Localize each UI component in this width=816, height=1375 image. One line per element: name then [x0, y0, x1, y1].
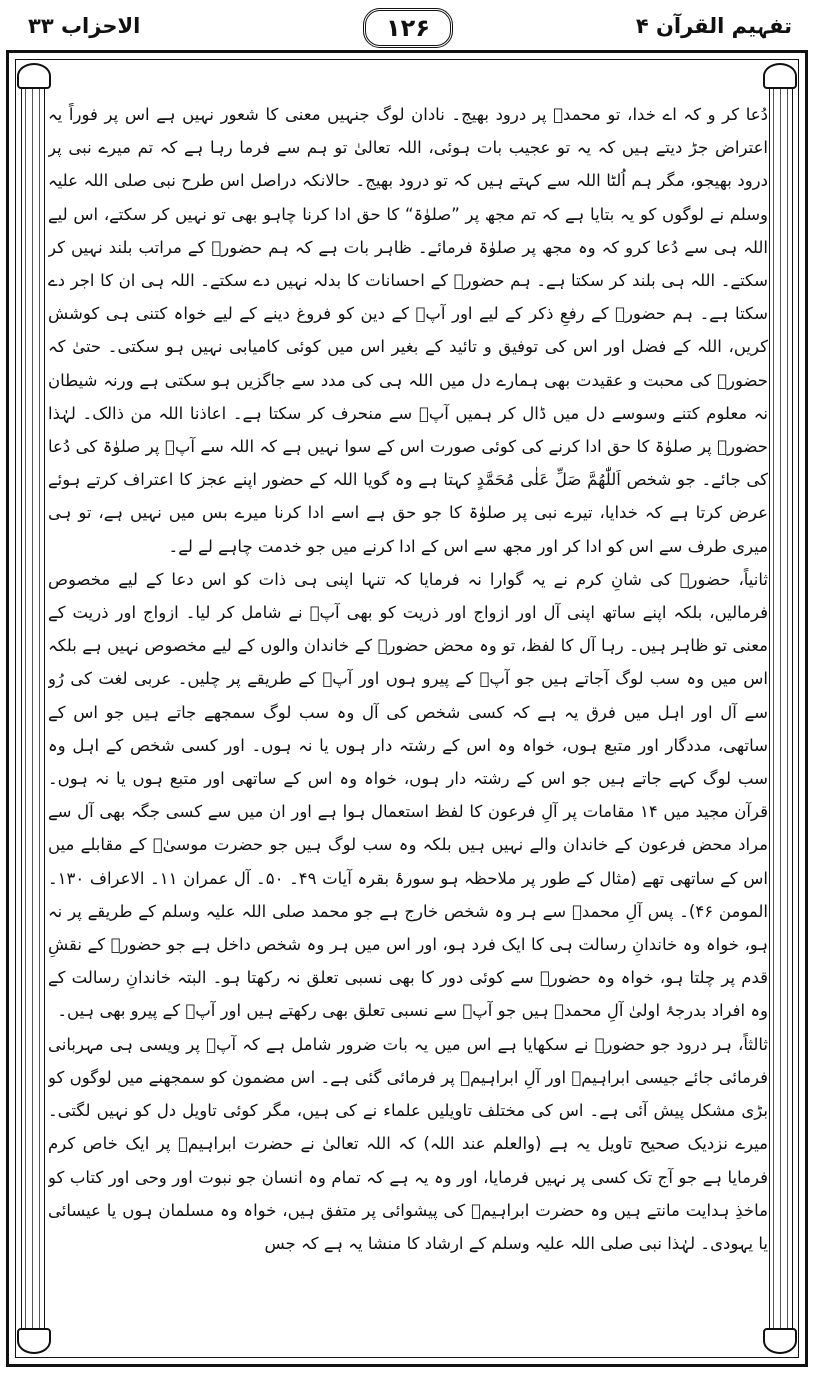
paragraph: دُعا کر و کہ اے خدا، تو محمدؐ پر درود بھیج۔ نادان لوگ جنہیں معنی کا شعور نہیں ہے اس پر فوراً یہ اعتراض جڑ دیتے ہیں کہ یہ تو عجیب بات ہوئی، اللہ تعالیٰ تو ہم سے فرما رہا ہے کہ تم میرے نبی پر درود بھیجو، مگر ہم اُلٹا اللہ سے کہتے ہیں کہ تو درود بھیج۔ حالانکہ دراصل اس طرح نبی صلی اللہ علیہ وسلم نے لوگوں کو یہ بتایا ہے کہ تم مجھ پر ”صلوٰۃ“ کا حق ادا کرنا چاہو بھی تو نہیں کر سکتے، اس لیے اللہ ہی سے دُعا کرو کہ وہ مجھ پر صلوٰۃ فرمائے۔ ظاہر بات ہے کہ ہم حضورؐ کے مراتب بلند نہیں کر سکتے۔ اللہ ہی بلند کر سکتا ہے۔ ہم حضورؐ کے احسانات کا بدلہ نہیں دے سکتے۔ اللہ ہی ان کا اجر دے سکتا ہے۔ ہم حضورؐ کے رفعِ ذکر کے لیے اور آپؐ کے دین کو فروغ دینے کے لیے خواہ کتنی ہی کوشش کریں، اللہ کے فضل اور اس کی توفیق و تائید کے بغیر اس میں کوئی کامیابی نہیں ہو سکتی۔ حتیٰ کہ حضورؐ کی محبت و عقیدت بھی ہمارے دل میں اللہ ہی کی مدد سے جاگزیں ہو سکتی ہے ورنہ شیطان نہ معلوم کتنے وسوسے دل میں ڈال کر ہمیں آپؐ سے منحرف کر سکتا ہے۔ اعاذنا اللہ من ذالک۔ لہٰذا حضورؐ پر صلوٰۃ کا حق ادا کرنے کی کوئی صورت اس کے سوا نہیں ہے کہ اللہ سے آپؐ پر صلوٰۃ کی دُعا کی جائے۔ جو شخص اَللّٰھُمَّ صَلِّ عَلٰی مُحَمَّدٍ کہتا ہے وہ گویا اللہ کے حضور اپنے عجز کا اعتراف کرتے ہوئے عرض کرتا ہے کہ خدایا، تیرے نبی پر صلوٰۃ کا جو حق ہے اسے ادا کرنا میرے بس میں نہیں ہے، تو ہی میری طرف سے اس کو ادا کر اور مجھ سے اس کے ادا کرنے میں جو خدمت چاہے لے لے۔	[48, 105, 768, 556]
right-pillar-ornament	[769, 87, 793, 1330]
corner-ornament-icon	[17, 1328, 51, 1354]
page-number: ۱۲۶	[363, 8, 453, 48]
page-header	[14, 6, 802, 50]
left-pillar-ornament	[21, 87, 45, 1330]
corner-ornament-icon	[763, 63, 797, 89]
body-text	[48, 98, 768, 1360]
paragraph: ثانیاً، حضورؐ کی شانِ کرم نے یہ گوارا نہ فرمایا کہ تنہا اپنی ہی ذات کو اس دعا کے لیے مخصوص فرمالیں، بلکہ اپنے ساتھ اپنی آل اور ازواج اور ذریت کو بھی آپؐ نے شامل کر لیا۔ ازواج اور ذریت کے معنی تو ظاہر ہیں۔ رہا آل کا لفظ، تو وہ محض حضورؐ کے خاندان والوں کے لیے مخصوص نہیں ہے بلکہ اس میں وہ سب لوگ آجاتے ہیں جو آپؐ کے پیرو ہوں اور آپؐ کے طریقے پر چلیں۔ عربی لغت کی رُو سے آل اور اہل میں فرق یہ ہے کہ کسی شخص کی آل وہ سب لوگ سمجھے جاتے ہیں جو اس کے ساتھی، مددگار اور متبع ہوں، خواہ وہ اس کے رشتہ دار ہوں یا نہ ہوں۔ اور کسی شخص کے اہل وہ سب لوگ کہے جاتے ہیں جو اس کے رشتہ دار ہوں، خواہ وہ اس کے ساتھی اور متبع ہوں یا نہ ہوں۔ قرآن مجید میں ۱۴ مقامات پر آلِ فرعون کا لفظ استعمال ہوا ہے اور ان میں سے کسی جگہ بھی آل سے مراد محض فرعون کے خاندان والے نہیں ہیں بلکہ وہ سب لوگ ہیں جو حضرت موسیٰؑ کے مقابلے میں اس کے ساتھی تھے (مثال کے طور پر ملاحظہ ہو سورۂ بقرہ آیات ۴۹۔ ۵۰۔ آل عمران ۱۱۔ الاعراف ۱۳۰۔ المومن ۴۶)۔ پس آلِ محمدؐ سے ہر وہ شخص خارج ہے جو محمد صلی اللہ علیہ وسلم کے طریقے پر نہ ہو، خواہ وہ خاندانِ رسالت ہی کا ایک فرد ہو، اور اس میں ہر وہ شخص داخل ہے جو حضورؐ کے نقشِ قدم پر چلتا ہو، خواہ وہ حضورؐ سے کوئی دور کا بھی نسبی تعلق نہ رکھتا ہو۔ البتہ خاندانِ رسالت کے وہ افراد بدرجۂ اولیٰ آلِ محمدؐ ہیں جو آپؐ سے نسبی تعلق بھی رکھتے ہیں اور آپؐ کے پیرو بھی ہیں۔	[48, 569, 768, 1021]
paragraph: ثالثاً، ہر درود جو حضورؐ نے سکھایا ہے اس میں یہ بات ضرور شامل ہے کہ آپؐ پر ویسی ہی مہربانی فرمائی جائے جیسی ابراہیمؑ اور آلِ ابراہیمؑ پر فرمائی گئی ہے۔ اس مضمون کو سمجھنے میں لوگوں کو بڑی مشکل پیش آئی ہے۔ اس کی مختلف تاویلیں علماء نے کی ہیں، مگر کوئی تاویل دل کو نہیں لگتی۔ میرے نزدیک صحیح تاویل یہ ہے (والعلم عند اللہ) کہ اللہ تعالیٰ نے حضرت ابراہیمؑ پر ایک خاص کرم فرمایا ہے جو آج تک کسی پر نہیں فرمایا، اور وہ یہ ہے کہ تمام وہ انسان جو نبوت اور وحی اور کتاب کو ماخذِ ہدایت مانتے ہیں وہ حضرت ابراہیمؑ کی پیشوائی پر متفق ہیں، خواہ وہ مسلمان ہوں یا عیسائی یا یہودی۔ لہٰذا نبی صلی اللہ علیہ وسلم کے ارشاد کا منشا یہ ہے کہ جس	[48, 1034, 768, 1253]
surah-name: الاحزاب ۳۳	[28, 14, 141, 38]
corner-ornament-icon	[763, 1328, 797, 1354]
corner-ornament-icon	[17, 63, 51, 89]
book-title: تفہیم القرآن ۴	[635, 14, 792, 38]
